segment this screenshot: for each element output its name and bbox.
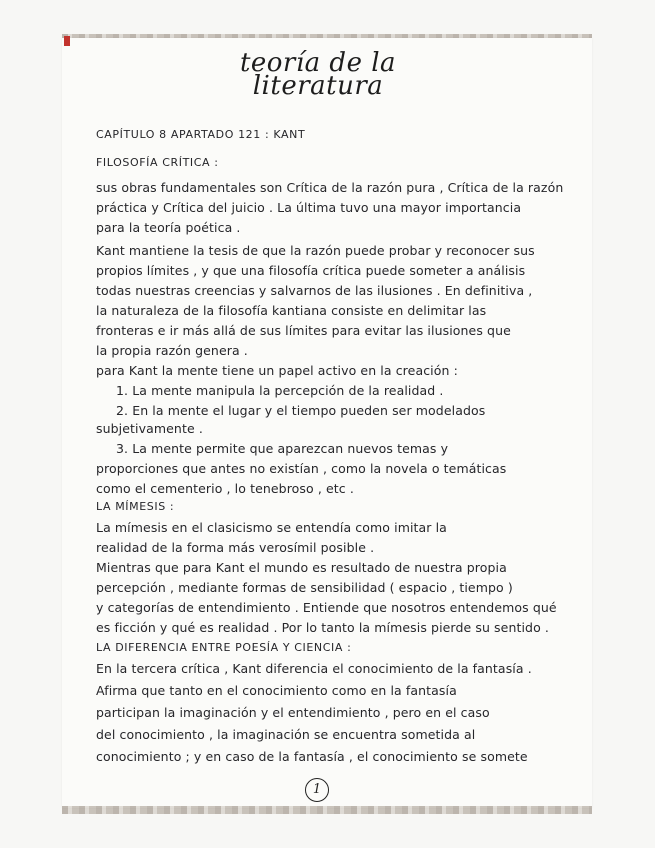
text-line: la propia razón genera .: [96, 343, 248, 358]
text-line: percepción , mediante formas de sensibilidad ( espacio , tiempo ): [96, 580, 513, 595]
page-title: [238, 48, 398, 101]
section-heading-poesia-ciencia: LA DIFERENCIA ENTRE POESÍA Y CIENCIA :: [96, 641, 352, 654]
text-line: fronteras e ir más allá de sus límites para evitar las ilusiones que: [96, 323, 511, 338]
text-line: para la teoría poética .: [96, 220, 241, 235]
text-line: para Kant la mente tiene un papel activo en la creación :: [96, 363, 458, 378]
text-line: La mímesis en el clasicismo se entendía como imitar la: [96, 520, 447, 535]
text-line: y categorías de entendimiento . Entiende que nosotros entendemos qué: [96, 600, 557, 615]
text-line: propios límites , y que una filosofía crítica puede someter a análisis: [96, 263, 526, 278]
text-line: práctica y Crítica del juicio . La última tuvo una mayor importancia: [96, 200, 522, 215]
section-heading-filosofia-critica: FILOSOFÍA CRÍTICA :: [96, 156, 219, 169]
page-number: 1: [305, 778, 329, 802]
torn-edge-bottom: [62, 806, 592, 814]
text-line: subjetivamente .: [96, 421, 203, 436]
text-line: conocimiento ; y en caso de la fantasía , el conocimiento se somete: [96, 749, 528, 764]
text-line: es ficción y qué es realidad . Por lo tanto la mímesis pierde su sentido .: [96, 620, 549, 635]
text-line: sus obras fundamentales son Crítica de la razón pura , Crítica de la razón: [96, 180, 564, 195]
title-line-2: literatura: [252, 71, 384, 101]
section-heading-mimesis: LA MÍMESIS :: [96, 500, 175, 513]
text-line: participan la imaginación y el entendimiento , pero en el caso: [96, 705, 490, 720]
text-line: realidad de la forma más verosímil posible .: [96, 540, 375, 555]
list-item: 2. En la mente el lugar y el tiempo pueden ser modelados: [116, 403, 486, 418]
text-line: proporciones que antes no existían , como la novela o temáticas: [96, 461, 507, 476]
text-line: la naturaleza de la filosofía kantiana consiste en delimitar las: [96, 303, 487, 318]
chapter-heading: CAPÍTULO 8 APARTADO 121 : KANT: [96, 128, 306, 141]
list-item: 1. La mente manipula la percepción de la realidad .: [116, 383, 444, 398]
text-line: todas nuestras creencias y salvarnos de las ilusiones . En definitiva ,: [96, 283, 533, 298]
text-line: como el cementerio , lo tenebroso , etc .: [96, 481, 354, 496]
text-line: Afirma que tanto en el conocimiento como en la fantasía: [96, 683, 457, 698]
title-line-1: teoría de la: [239, 48, 397, 78]
text-line: Mientras que para Kant el mundo es resultado de nuestra propia: [96, 560, 507, 575]
text-line: Kant mantiene la tesis de que la razón puede probar y reconocer sus: [96, 243, 535, 258]
text-line: del conocimiento , la imaginación se encuentra sometida al: [96, 727, 476, 742]
text-line: En la tercera crítica , Kant diferencia el conocimiento de la fantasía .: [96, 661, 532, 676]
list-item: 3. La mente permite que aparezcan nuevos temas y: [116, 441, 449, 456]
corner-marker: [64, 36, 70, 46]
